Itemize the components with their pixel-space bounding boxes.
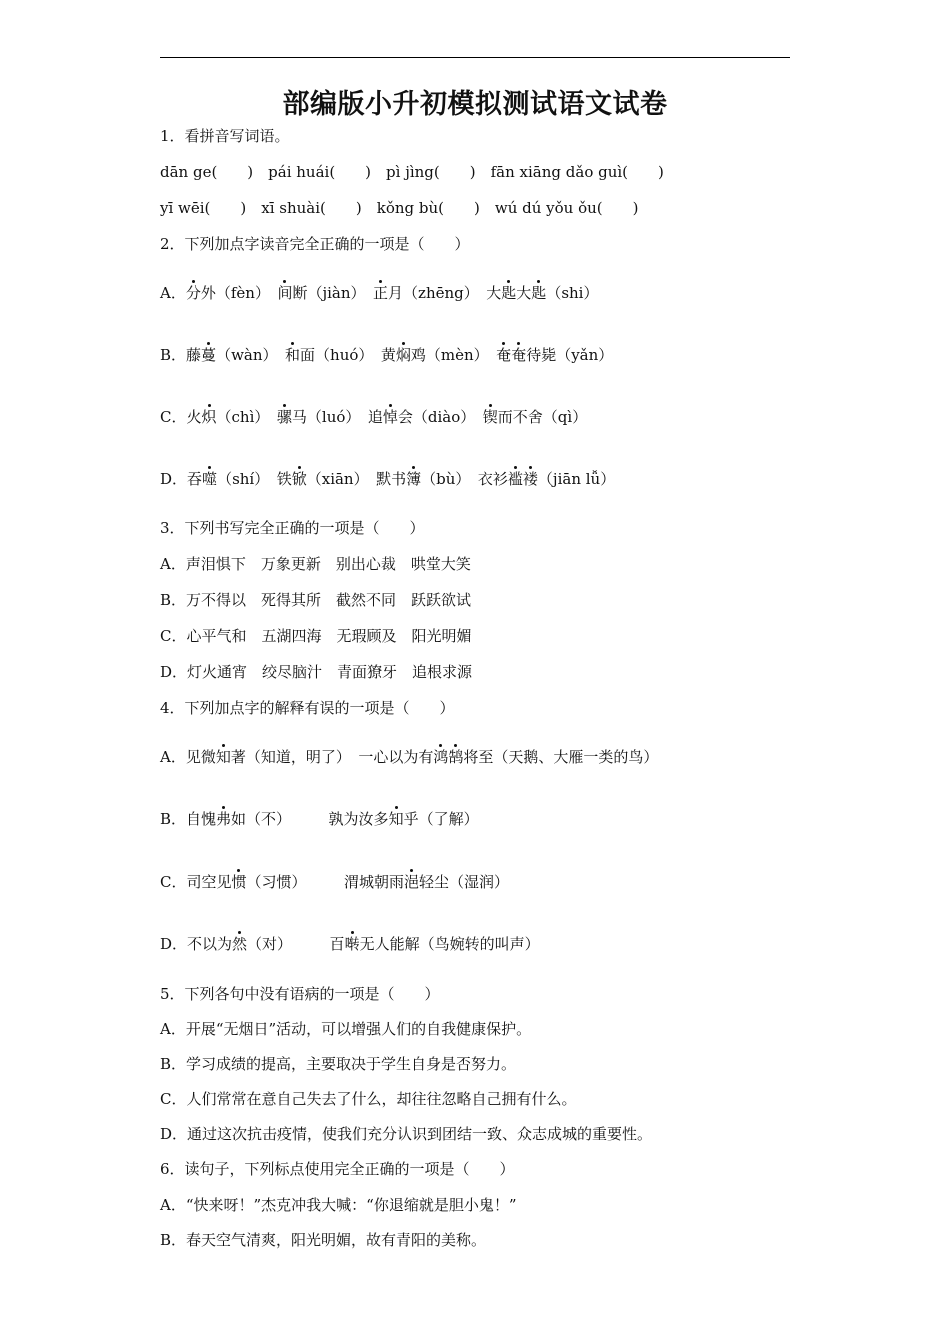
dotted-char: 然	[232, 935, 248, 953]
dotted-char: 匙	[501, 284, 517, 302]
q3-option-d: D．灯火通宵 绞尽脑汁 青面獠牙 追根求源	[160, 663, 473, 681]
dotted-char: 弗	[216, 810, 232, 828]
q4-stem: 4．下列加点字的解释有误的一项是（ ）	[160, 699, 455, 717]
dotted-char: 锲	[482, 408, 498, 426]
q4-option-a: A．见微知著（知道，明了） 一心以为有鸿鹄将至（天鹅、大雁一类的鸟）	[160, 748, 659, 766]
q1-pinyin-row-2: yī wēi( ) xī shuài( ) kǒng bù( ) wú dú yǒu ǒu( )	[160, 199, 639, 217]
dotted-char: 噬	[202, 470, 218, 488]
q2-option-a: A．分外（fèn） 间断（jiàn） 正月（zhēng） 大匙大匙（shi）	[160, 284, 599, 302]
dotted-char: 鸿	[433, 748, 449, 766]
q3-option-c: C．心平气和 五湖四海 无瑕顾及 阳光明媚	[160, 627, 472, 645]
q4-option-c: C．司空见惯（习惯） 渭城朝雨浥轻尘（湿润）	[160, 873, 510, 891]
q2-stem: 2．下列加点字读音完全正确的一项是（ ）	[160, 235, 470, 253]
q2-option-b: B．藤蔓（wàn） 和面（huó） 黄焖鸡（mèn） 奄奄待毙（yǎn）	[160, 346, 614, 364]
dotted-char: 间	[277, 284, 293, 302]
q3-stem: 3．下列书写完全正确的一项是（ ）	[160, 519, 425, 537]
dotted-char: 炽	[201, 408, 217, 426]
q6-option-a: A．“快来呀！”杰克冲我大喊：“你退缩就是胆小鬼！”	[160, 1196, 517, 1214]
dotted-char: 蔓	[201, 346, 217, 364]
dotted-char: 和	[285, 346, 301, 364]
q3-option-a: A．声泪惧下 万象更新 别出心裁 哄堂大笑	[160, 555, 471, 573]
q6-stem: 6．读句子，下列标点使用完全正确的一项是（ ）	[160, 1160, 515, 1178]
dotted-char: 分	[185, 284, 201, 302]
dotted-char: 知	[388, 810, 404, 828]
dotted-char: 惯	[231, 873, 247, 891]
dotted-char: 簿	[406, 470, 422, 488]
dotted-char: 鹄	[448, 748, 464, 766]
dotted-char: 奄	[511, 346, 527, 364]
top-rule	[160, 57, 790, 58]
dotted-char: 奄	[496, 346, 512, 364]
q5-stem: 5．下列各句中没有语病的一项是（ ）	[160, 985, 440, 1003]
dotted-char: 褴	[507, 470, 523, 488]
q5-option-c: C．人们常常在意自己失去了什么，却往往忽略自己拥有什么。	[160, 1090, 577, 1108]
q4-option-b: B．自愧弗如（不） 孰为汝多知乎（了解）	[160, 810, 479, 828]
q2-option-d: D．吞噬（shí） 铁锨（xiān） 默书簿（bù） 衣衫褴褛（jiān lǚ）	[160, 470, 616, 488]
dotted-char: 褛	[522, 470, 538, 488]
page-title: 部编版小升初模拟测试语文试卷	[282, 89, 668, 120]
q4-option-d: D．不以为然（对） 百啭无人能解（鸟婉转的叫声）	[160, 935, 540, 953]
dotted-char: 知	[215, 748, 231, 766]
q6-option-b: B．春天空气清爽，阳光明媚，故有青阳的美称。	[160, 1231, 487, 1249]
dotted-char: 浥	[404, 873, 420, 891]
q2-option-c: C．火炽（chì） 骡马（luó） 追悼会（diào） 锲而不舍（qì）	[160, 408, 588, 426]
dotted-char: 正	[373, 284, 389, 302]
dotted-char: 匙	[531, 284, 547, 302]
dotted-char: 锨	[291, 470, 307, 488]
q5-option-d: D．通过这次抗击疫情，使我们充分认识到团结一致、众志成城的重要性。	[160, 1125, 653, 1143]
q1-stem: 1．看拼音写词语。	[160, 127, 290, 145]
dotted-char: 悼	[382, 408, 398, 426]
dotted-char: 啭	[344, 935, 360, 953]
dotted-char: 焖	[395, 346, 411, 364]
dotted-char: 骡	[276, 408, 292, 426]
q3-option-b: B．万不得以 死得其所 截然不同 跃跃欲试	[160, 591, 472, 609]
q1-pinyin-row-1: dān ge( ) pái huái( ) pì jìng( ) fān xiāng dǎo guì( )	[160, 163, 664, 181]
q5-option-a: A．开展“无烟日”活动，可以增强人们的自我健康保护。	[160, 1020, 532, 1038]
q5-option-b: B．学习成绩的提高，主要取决于学生自身是否努力。	[160, 1055, 517, 1073]
